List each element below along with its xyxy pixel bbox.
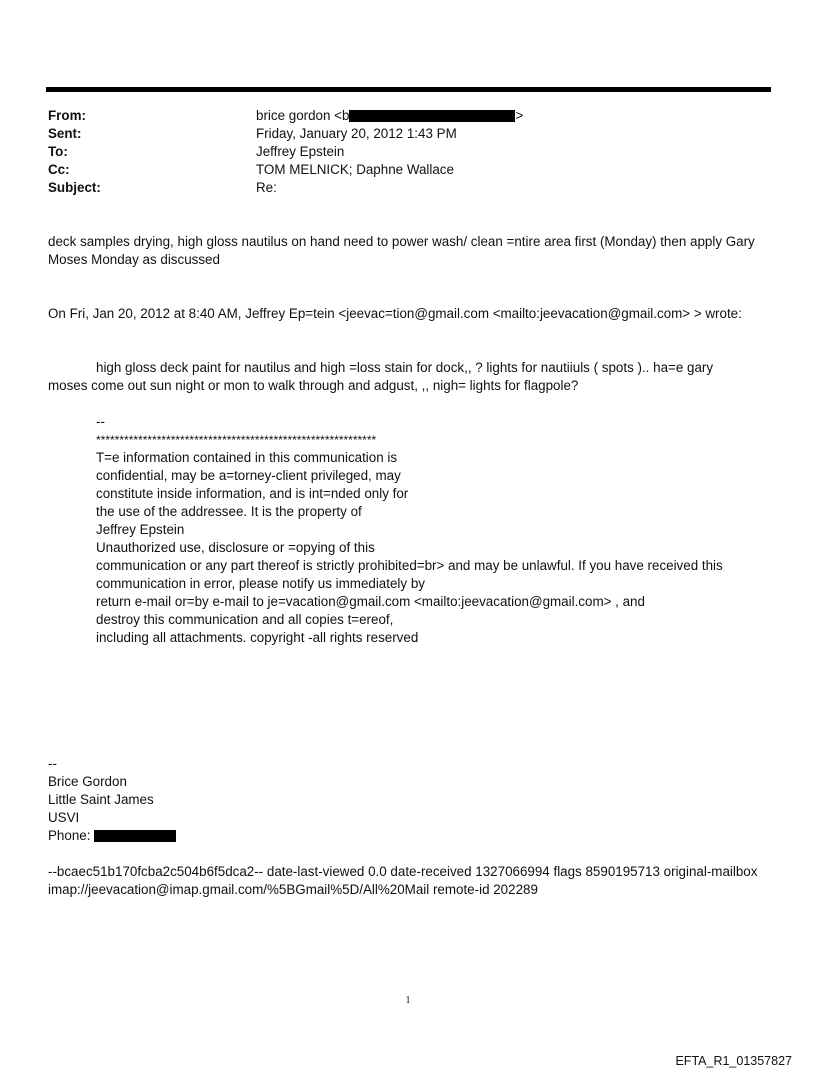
meta-line-2: imap://jeevacation@imap.gmail.com/%5BGmail%5D/All%20Mail remote-id 202289: [48, 882, 538, 897]
cc-value: TOM MELNICK; Daphne Wallace: [256, 162, 454, 177]
sent-value: Friday, January 20, 2012 1:43 PM: [256, 126, 457, 141]
redaction-bar: [349, 110, 515, 122]
quoted-line-2: moses come out sun night or mon to walk through and adgust, ,, nigh= lights for flagpole?: [48, 378, 579, 393]
subject-label: Subject:: [48, 180, 101, 195]
disclaimer-line: the use of the addressee. It is the property of: [96, 504, 362, 519]
disclaimer-line: communication or any part thereof is strictly prohibited=br> and may be unlawful. If you have received this: [96, 558, 723, 573]
signature-dash: --: [48, 756, 57, 771]
to-value: Jeffrey Epstein: [256, 144, 345, 159]
page-number: 1: [405, 995, 411, 1006]
disclaimer-line: destroy this communication and all copies t=ereof,: [96, 612, 394, 627]
disclaimer-line: including all attachments. copyright -all rights reserved: [96, 630, 419, 645]
disclaimer-line: confidential, may be a=torney-client privileged, may: [96, 468, 401, 483]
disclaimer-line: communication in error, please notify us immediately by: [96, 576, 425, 591]
disclaimer-line: Jeffrey Epstein: [96, 522, 185, 537]
body-line-1: deck samples drying, high gloss nautilus on hand need to power wash/ clean =ntire area first (Monday) then apply Gary: [48, 234, 755, 249]
sent-label: Sent:: [48, 126, 82, 141]
disclaimer-line: constitute inside information, and is int=nded only for: [96, 486, 409, 501]
signature-name: Brice Gordon: [48, 774, 127, 789]
stars-divider: ************************************************************: [96, 433, 377, 447]
header-rule: [46, 87, 771, 92]
phone-label: Phone:: [48, 828, 91, 843]
from-label: From:: [48, 108, 86, 123]
from-text: brice gordon <b: [256, 108, 350, 123]
body-line-2: Moses Monday as discussed: [48, 252, 220, 267]
disclaimer-line: T=e information contained in this communication is: [96, 450, 398, 465]
cc-label: Cc:: [48, 162, 70, 177]
signature-place: Little Saint James: [48, 792, 154, 807]
subject-value: Re:: [256, 180, 277, 195]
redaction-bar: [94, 830, 176, 842]
disclaimer-line: return e-mail or=by e-mail to je=vacation@gmail.com <mailto:jeevacation@gmail.com> , and: [96, 594, 645, 609]
bates-id: EFTA_R1_01357827: [675, 1054, 792, 1068]
quoted-sig-dash: --: [96, 414, 105, 429]
disclaimer-line: Unauthorized use, disclosure or =opying of this: [96, 540, 375, 555]
from-tail: >: [515, 108, 524, 123]
quote-intro: On Fri, Jan 20, 2012 at 8:40 AM, Jeffrey Ep=tein <jeevac=tion@gmail.com <mailto:jeevacation@gmail.com> > wrote:: [48, 306, 742, 321]
signature-phone: [48, 827, 176, 845]
quoted-line-1: high gloss deck paint for nautilus and high =loss stain for dock,, ? lights for nautiiuls ( spots ).. ha=e gary: [96, 360, 714, 375]
meta-line-1: --bcaec51b170fcba2c504b6f5dca2-- date-last-viewed 0.0 date-received 1327066994 flags 8590195713 original-mailbox: [48, 864, 758, 879]
signature-region: USVI: [48, 810, 80, 825]
from-value: [256, 107, 523, 125]
to-label: To:: [48, 144, 68, 159]
